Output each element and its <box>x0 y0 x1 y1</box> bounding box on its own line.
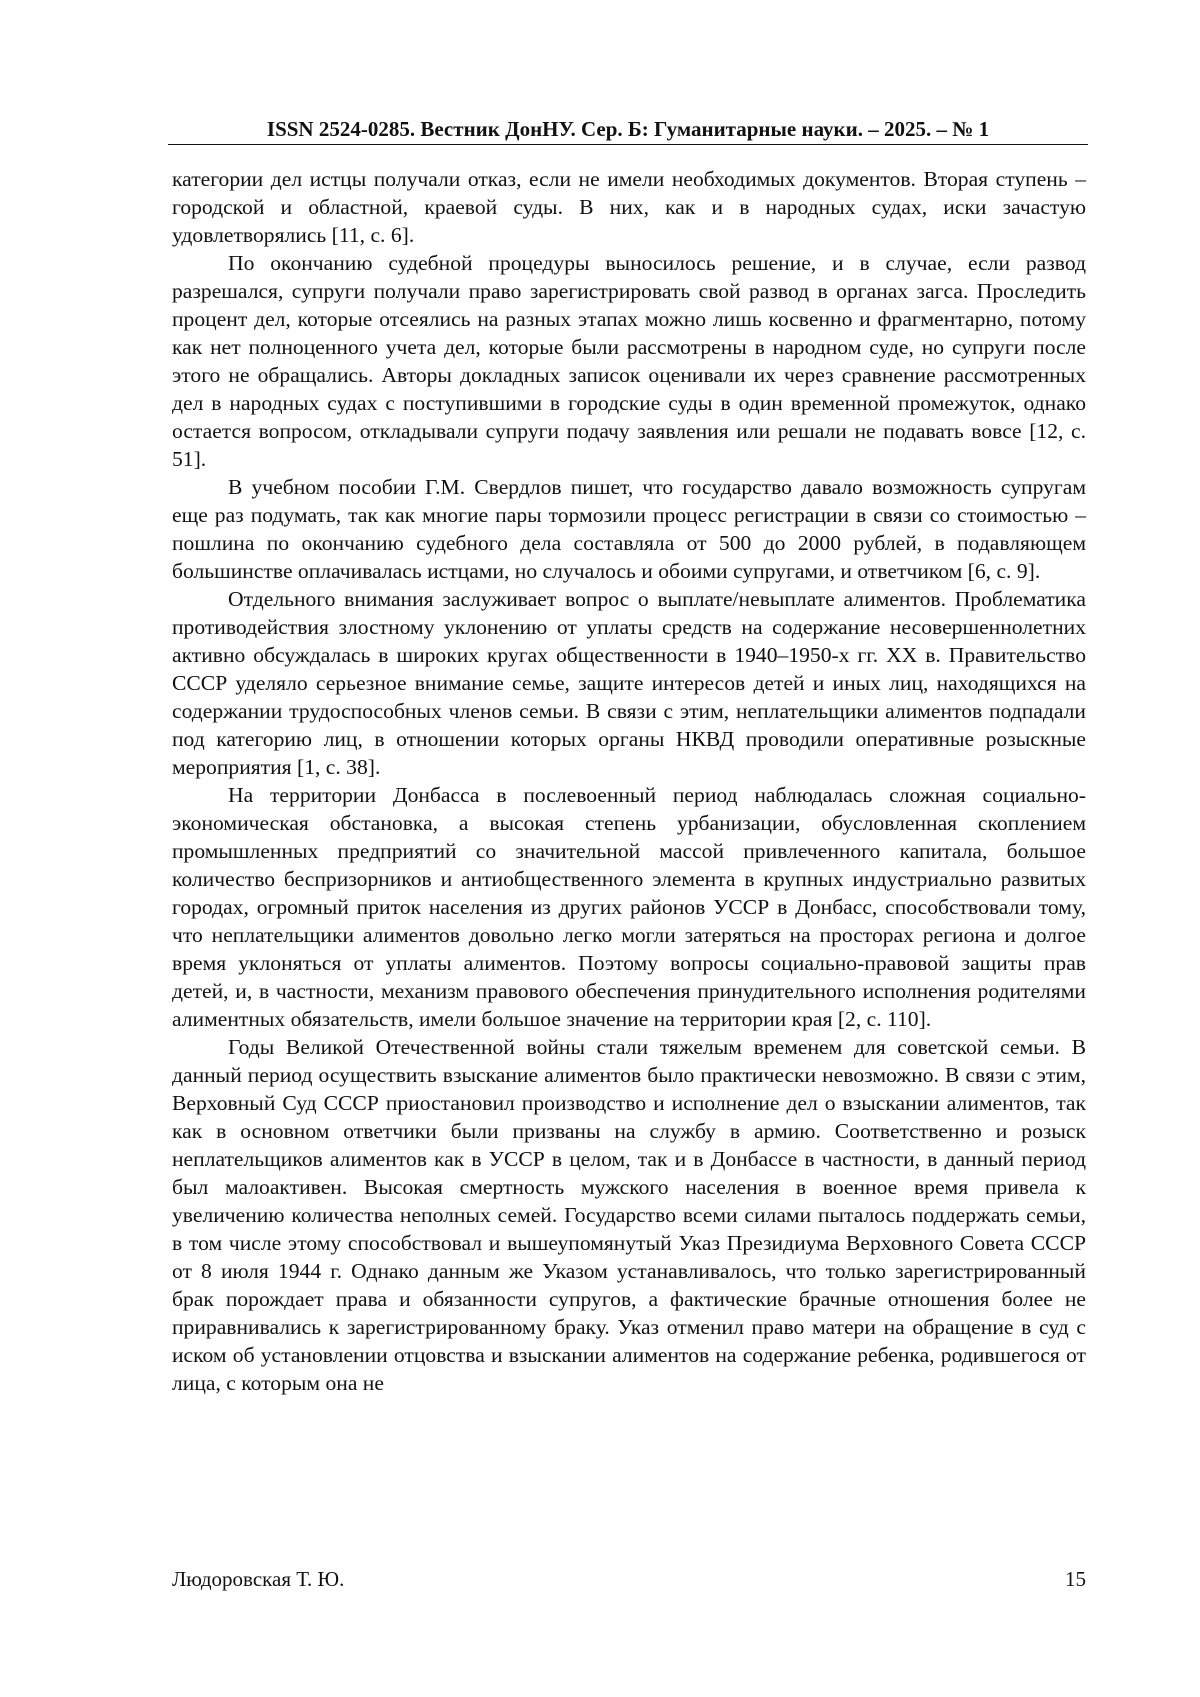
paragraph: На территории Донбасса в послевоенный период наблюдалась сложная социально-экономическая обстановка, а высокая степень урбанизации, обусловленная скоплением промышленных предприятий со значительной массой привлеченного капитала, большое количество беспризорников и антиобщественного элемента в крупных индустриально развитых городах, огромный приток населения из других районов УССР в Донбасс, способствовали тому, что неплательщики алиментов довольно легко могли затеряться на просторах региона и долгое время уклоняться от уплаты алиментов. Поэтому вопросы социально-правовой защиты прав детей, и, в частности, механизм правового обеспечения принудительного исполнения родителями алиментных обязательств, имели большое значение на территории края [2, с. 110]. <box>172 783 1086 1031</box>
footer-author: Людоровская Т. Ю. <box>172 1567 345 1591</box>
page-number: 15 <box>1065 1567 1086 1591</box>
paragraph-continuation: категории дел истцы получали отказ, если не имели необходимых документов. Вторая ступень – городской и областной, краевой суды. В них, как и в народных судах, иски зачастую удовлетворялись [11, с. 6]. <box>172 167 1086 247</box>
header-rule <box>168 144 1088 145</box>
paragraph: Отдельного внимания заслуживает вопрос о выплате/невыплате алиментов. Проблематика противодействия злостному уклонению от уплаты средств на содержание несовершеннолетних активно обсуждалась в широких кругах общественности в 1940–1950-х гг. XX в. Правительство СССР уделяло серьезное внимание семье, защите интересов детей и иных лиц, находящихся на содержании трудоспособных членов семьи. В связи с этим, неплательщики алиментов подпадали под категорию лиц, в отношении которых органы НКВД проводили оперативные розыскные мероприятия [1, с. 38]. <box>172 587 1086 779</box>
paragraph: Годы Великой Отечественной войны стали тяжелым временем для советской семьи. В данный период осуществить взыскание алиментов было практически невозможно. В связи с этим, Верховный Суд СССР приостановил производство и исполнение дел о взыскании алиментов, так как в основном ответчики были призваны на службу в армию. Соответственно и розыск неплательщиков алиментов как в УССР в целом, так и в Донбассе в частности, в данный период был малоактивен. Высокая смертность мужского населения в военное время привела к увеличению количества неполных семей. Государство всеми силами пыталось поддержать семьи, в том числе этому способствовал и вышеупомянутый Указ Президиума Верховного Совета СССР от 8 июля 1944 г. Однако данным же Указом устанавливалось, что только зарегистрированный брак порождает права и обязанности супругов, а фактические брачные отношения более не приравнивались к зарегистрированному браку. Указ отменил право матери на обращение в суд с иском об установлении отцовства и взыскании алиментов на содержание ребенка, родившегося от лица, с которым она не <box>172 1035 1086 1395</box>
body-text <box>172 165 1086 1397</box>
paragraph: По окончанию судебной процедуры выносилось решение, и в случае, если развод разрешался, супруги получали право зарегистрировать свой развод в органах загса. Проследить процент дел, которые отсеялись на разных этапах можно лишь косвенно и фрагментарно, потому как нет полноценного учета дел, которые были рассмотрены в народном суде, но супруги после этого не обращались. Авторы докладных записок оценивали их через сравнение рассмотренных дел в народных судах с поступившими в городские суды в один временной промежуток, однако остается вопросом, откладывали супруги подачу заявления или решали не подавать вовсе [12, с. 51]. <box>172 251 1086 471</box>
paragraph: В учебном пособии Г.М. Свердлов пишет, что государство давало возможность супругам еще раз подумать, так как многие пары тормозили процесс регистрации в связи со стоимостью – пошлина по окончанию судебного дела составляла от 500 до 2000 рублей, в подавляющем большинстве оплачивалась истцами, но случалось и обоими супругами, и ответчиком [6, с. 9]. <box>172 475 1086 583</box>
running-header: ISSN 2524-0285. Вестник ДонНУ. Сер. Б: Гуманитарные науки. – 2025. – № 1 <box>266 117 990 141</box>
